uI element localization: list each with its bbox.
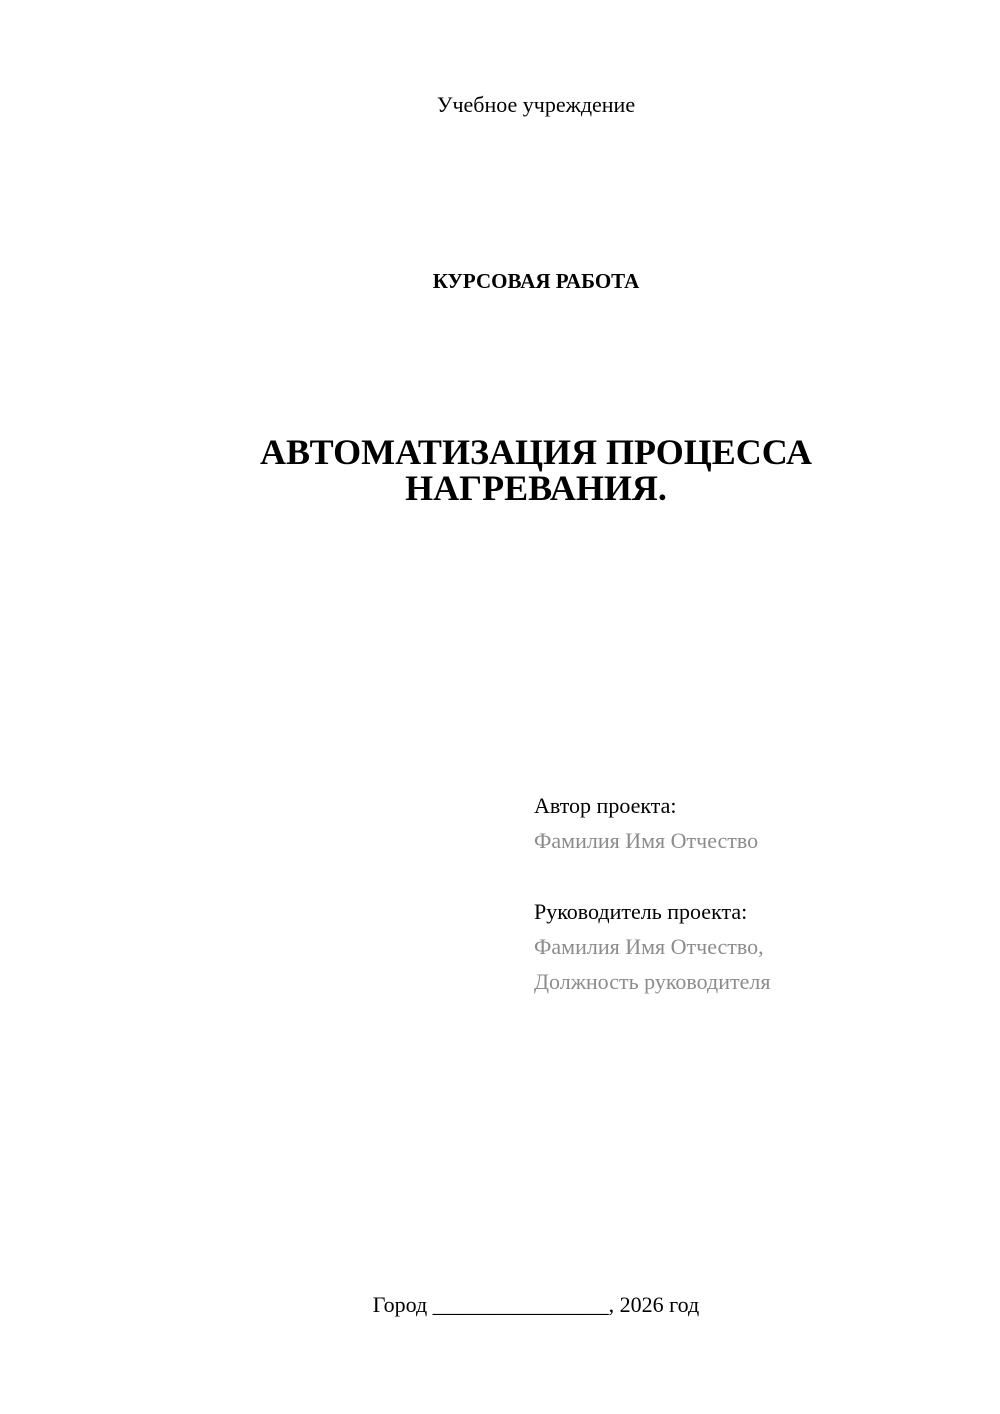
institution-name: Учебное учреждение bbox=[436, 92, 636, 117]
credits-block bbox=[534, 788, 974, 999]
supervisor-label: Руководитель проекта: bbox=[534, 899, 748, 924]
author-name: Фамилия Имя Отчество bbox=[534, 828, 759, 853]
work-type-heading: КУРСОВАЯ РАБОТА bbox=[432, 269, 640, 293]
city-year-footer: Город ________________, 2026 год bbox=[372, 1292, 700, 1317]
title-line-2: НАГРЕВАНИЯ. bbox=[405, 468, 667, 508]
title-line-1: АВТОМАТИЗАЦИЯ ПРОЦЕССА bbox=[260, 432, 812, 472]
supervisor-name: Фамилия Имя Отчество, bbox=[534, 934, 764, 959]
author-label: Автор проекта: bbox=[534, 793, 677, 818]
supervisor-position: Должность руководителя bbox=[534, 969, 771, 994]
document-title bbox=[0, 434, 1000, 506]
